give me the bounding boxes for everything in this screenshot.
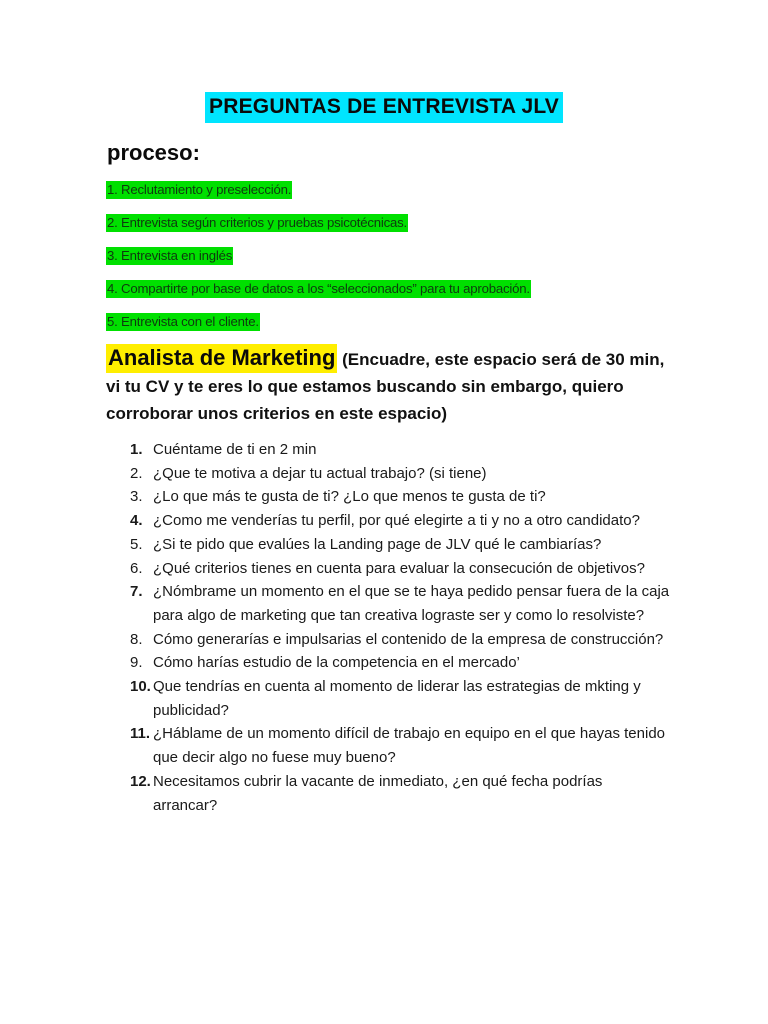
question-number: 8. xyxy=(130,630,143,648)
question-text: Cómo generarías e impulsarias el contenido de la empresa de construcción? xyxy=(153,630,664,648)
question-text: Cómo harías estudio de la competencia en el mercado’ xyxy=(153,654,520,672)
question-item xyxy=(130,557,670,581)
question-item xyxy=(130,533,670,557)
process-step-text: 1. Reclutamiento y preselección. xyxy=(107,182,292,197)
question-text: Necesitamos cubrir la vacante de inmediato, ¿en qué fecha podrías arrancar? xyxy=(153,772,603,814)
question-number: 1. xyxy=(130,441,143,458)
question-text: ¿Háblame de un momento difícil de trabajo en equipo en el que hayas tenido que decir algo no fuese muy bueno? xyxy=(153,725,665,767)
process-step-text: 5. Entrevista con el cliente. xyxy=(107,314,259,329)
process-step xyxy=(106,213,531,246)
question-number: 7. xyxy=(130,583,143,601)
question-number: 10. xyxy=(130,678,151,696)
question-number: 5. xyxy=(130,535,143,553)
process-step xyxy=(106,180,531,213)
role-title: Analista de Marketing xyxy=(106,344,337,373)
question-item xyxy=(130,770,670,817)
question-number: 6. xyxy=(130,559,143,577)
role-description: (Encuadre, este espacio será de 30 min, vi tu CV y te eres lo que estamos buscando sin embargo, quiero corroborar unos criterios en este espacio) xyxy=(106,350,665,423)
questions-list xyxy=(130,438,670,817)
question-text: Cuéntame de ti en 2 min xyxy=(153,441,317,458)
question-text: ¿Si te pido que evalúes la Landing page de JLV qué le cambiarías? xyxy=(153,535,602,553)
process-step-text: 3. Entrevista en inglés xyxy=(107,248,233,263)
question-number: 2. xyxy=(130,464,143,482)
process-heading: proceso: xyxy=(107,140,200,165)
question-number: 3. xyxy=(130,488,143,506)
question-number: 9. xyxy=(130,654,143,672)
process-steps-list xyxy=(106,180,531,345)
question-number: 11. xyxy=(130,725,151,743)
question-text: ¿Que te motiva a dejar tu actual trabajo? (si tiene) xyxy=(153,464,487,482)
title-container xyxy=(0,92,768,123)
question-item xyxy=(130,651,670,675)
question-text: ¿Como me venderías tu perfil, por qué elegirte a ti y no a otro candidato? xyxy=(153,512,640,530)
question-item xyxy=(130,485,670,509)
question-text: ¿Qué criterios tienes en cuenta para evaluar la consecución de objetivos? xyxy=(153,559,645,577)
question-item xyxy=(130,675,670,722)
question-item xyxy=(130,462,670,486)
process-step-text: 2. Entrevista según criterios y pruebas psicotécnicas. xyxy=(107,215,407,230)
process-step xyxy=(106,246,531,279)
document-title: PREGUNTAS DE ENTREVISTA JLV xyxy=(205,92,563,123)
role-section xyxy=(106,344,666,427)
question-item xyxy=(130,628,670,652)
question-item xyxy=(130,722,670,769)
question-number: 4. xyxy=(130,512,143,530)
question-item xyxy=(130,509,670,533)
question-text: ¿Nómbrame un momento en el que se te haya pedido pensar fuera de la caja para algo de marketing que tan creativa lograste ser y como lo resolviste? xyxy=(153,583,670,624)
process-step xyxy=(106,279,531,312)
question-text: ¿Lo que más te gusta de ti? ¿Lo que menos te gusta de ti? xyxy=(153,488,546,506)
question-item xyxy=(130,580,670,627)
question-item xyxy=(130,438,670,462)
process-step-text: 4. Compartirte por base de datos a los “seleccionados” para tu aprobación. xyxy=(107,281,530,296)
question-text: Que tendrías en cuenta al momento de liderar las estrategias de mkting y publicidad? xyxy=(153,678,641,719)
process-step xyxy=(106,312,531,345)
question-number: 12. xyxy=(130,772,151,790)
